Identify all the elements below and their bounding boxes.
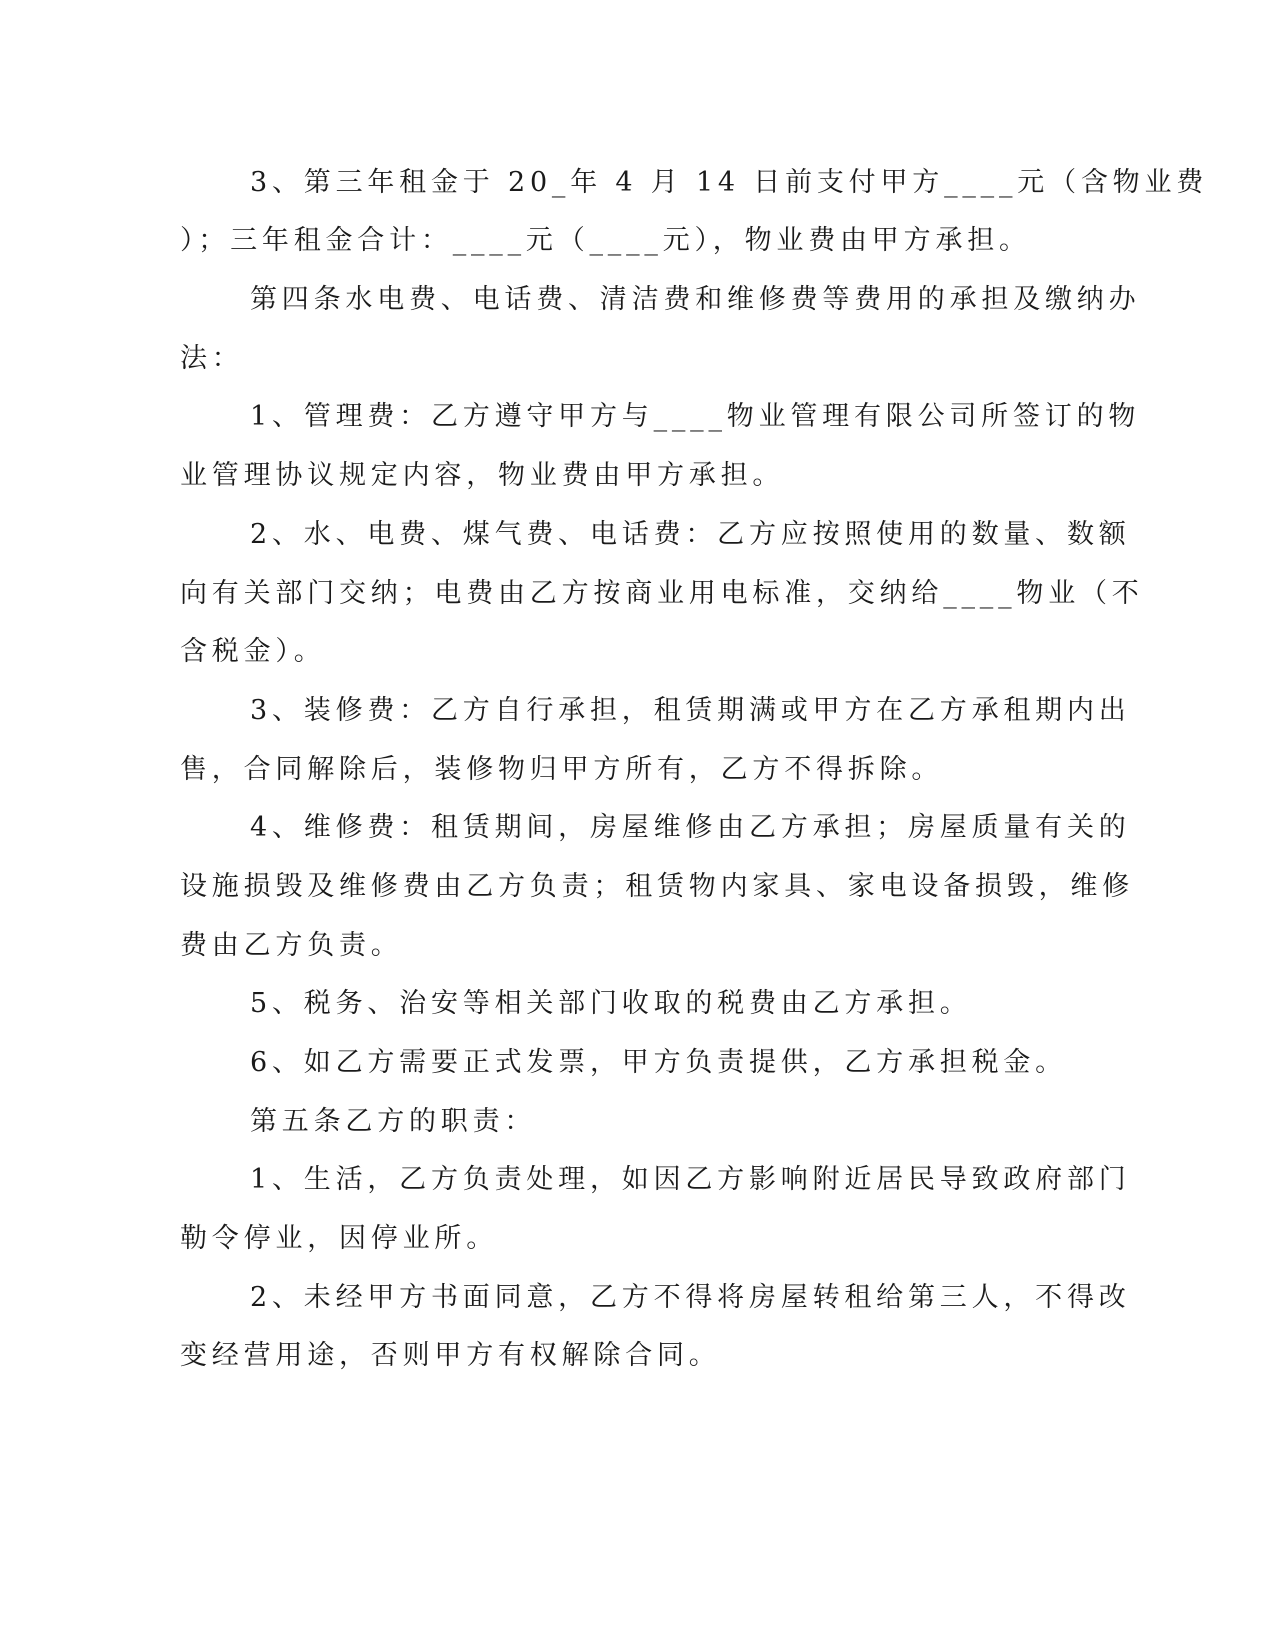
text-line-12: 4、维修费：租赁期间，房屋维修由乙方承担；房屋质量有关的 [250,812,1131,843]
text-line-13: 设施损毁及维修费由乙方负责；租赁物内家具、家电设备损毁，维修 [180,871,1134,902]
text-line-6: 业管理协议规定内容，物业费由甲方承担。 [180,460,785,491]
text-line-2: ）；三年租金合计：____元（____元），物业费由甲方承担。 [180,225,1031,256]
text-line-11: 售，合同解除后，装修物归甲方所有，乙方不得拆除。 [180,754,944,785]
text-line-15: 5、税务、治安等相关部门收取的税费由乙方承担。 [250,988,972,1019]
text-line-10: 3、装修费：乙方自行承担，租赁期满或甲方在乙方承租期内出 [250,695,1131,726]
section-heading-4: 第四条水电费、电话费、清洁费和维修费等费用的承担及缴纳办 [250,284,1141,315]
text-line-21: 变经营用途，否则甲方有权解除合同。 [180,1340,721,1371]
text-line-8: 向有关部门交纳；电费由乙方按商业用电标准，交纳给____物业（不 [180,578,1144,609]
text-line-4: 法： [180,343,244,374]
text-line-19: 勒令停业，因停业所。 [180,1223,498,1254]
text-line-16: 6、如乙方需要正式发票，甲方负责提供，乙方承担税金。 [250,1047,1067,1078]
text-line-20: 2、未经甲方书面同意，乙方不得将房屋转租给第三人，不得改 [250,1282,1131,1313]
text-line-1: 3、第三年租金于 20_年 4 月 14 日前支付甲方____元（含物业费 [250,167,1209,198]
text-line-5: 1、管理费：乙方遵守甲方与____物业管理有限公司所签订的物 [250,401,1141,432]
text-line-14: 费由乙方负责。 [180,930,403,961]
text-line-18: 1、生活，乙方负责处理，如因乙方影响附近居民导致政府部门 [250,1164,1131,1195]
section-heading-5: 第五条乙方的职责： [250,1106,537,1137]
text-line-9: 含税金）。 [180,636,326,667]
text-line-7: 2、水、电费、煤气费、电话费：乙方应按照使用的数量、数额 [250,519,1131,550]
